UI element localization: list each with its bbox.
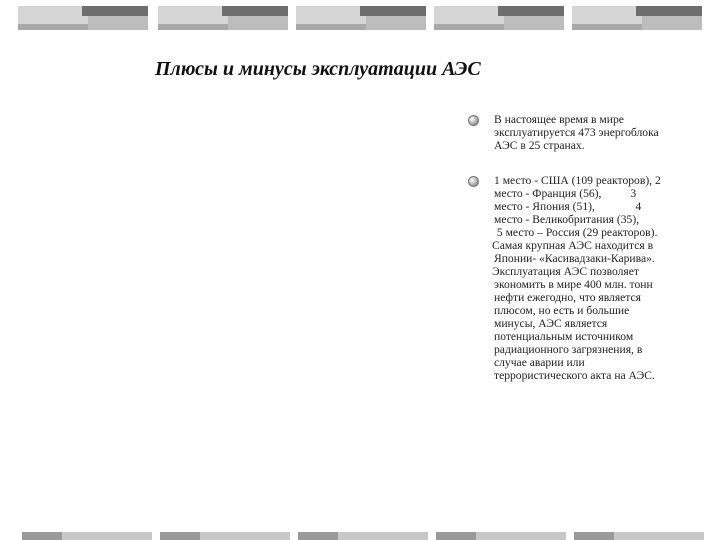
top-decorative-bar bbox=[0, 0, 720, 36]
top-bar-segment bbox=[158, 6, 288, 30]
bullet-text-line: радиационного загрязнения, в bbox=[494, 343, 643, 356]
bullet-icon bbox=[468, 176, 479, 187]
bottom-bar-segment bbox=[436, 532, 566, 540]
bullet-text-line: В настоящее время в мире bbox=[494, 113, 624, 126]
bullet-icon bbox=[468, 115, 479, 126]
bullet-text-line: 5 место – Россия (29 реакторов). bbox=[494, 226, 658, 239]
bullet-text-line: место - Великобритания (35), bbox=[494, 213, 640, 226]
bullet-text-line: экономить в мире 400 млн. тонн bbox=[494, 278, 653, 291]
bullet-item bbox=[468, 174, 708, 382]
bullet-text-line: Японии- «Касивадзаки-Карива». bbox=[494, 252, 655, 265]
bullet-text-line: место - Франция (56), 3 bbox=[494, 187, 637, 200]
bullet-text-line: нефти ежегодно, что является bbox=[494, 291, 641, 304]
slide-title: Плюсы и минусы эксплуатации АЭС bbox=[155, 58, 481, 80]
bullet-text-line: потенциальным источником bbox=[494, 330, 634, 343]
bullet-text-line: плюсом, но есть и большие bbox=[494, 304, 630, 317]
bullet-text-line: минусы, АЭС является bbox=[494, 317, 608, 330]
bullet-list bbox=[468, 113, 708, 382]
bullet-text-line: террористического акта на АЭС. bbox=[494, 369, 655, 382]
bottom-bar-segment bbox=[574, 532, 704, 540]
top-bar-segment bbox=[572, 6, 702, 30]
bullet-text-line: 1 место - США (109 реакторов), 2 bbox=[494, 174, 661, 187]
bullet-text-line: Эксплуатация АЭС позволяет bbox=[492, 265, 639, 278]
bullet-text-line: эксплуатируется 473 энергоблока bbox=[494, 126, 659, 139]
top-bar-segment bbox=[296, 6, 426, 30]
bullet-text-line: Самая крупная АЭС находится в bbox=[492, 239, 654, 252]
bottom-bar-segment bbox=[160, 532, 290, 540]
bullet-item bbox=[468, 113, 708, 152]
bottom-bar-segment bbox=[298, 532, 428, 540]
bullet-text-line: случае аварии или bbox=[494, 356, 585, 369]
bullet-text-line: место - Япония (51), 4 bbox=[494, 200, 642, 213]
bullet-text-line: АЭС в 25 странах. bbox=[494, 139, 585, 152]
top-bar-segment bbox=[18, 6, 148, 30]
bottom-bar-segment bbox=[22, 532, 152, 540]
bottom-decorative-bar bbox=[0, 532, 720, 540]
top-bar-segment bbox=[434, 6, 564, 30]
